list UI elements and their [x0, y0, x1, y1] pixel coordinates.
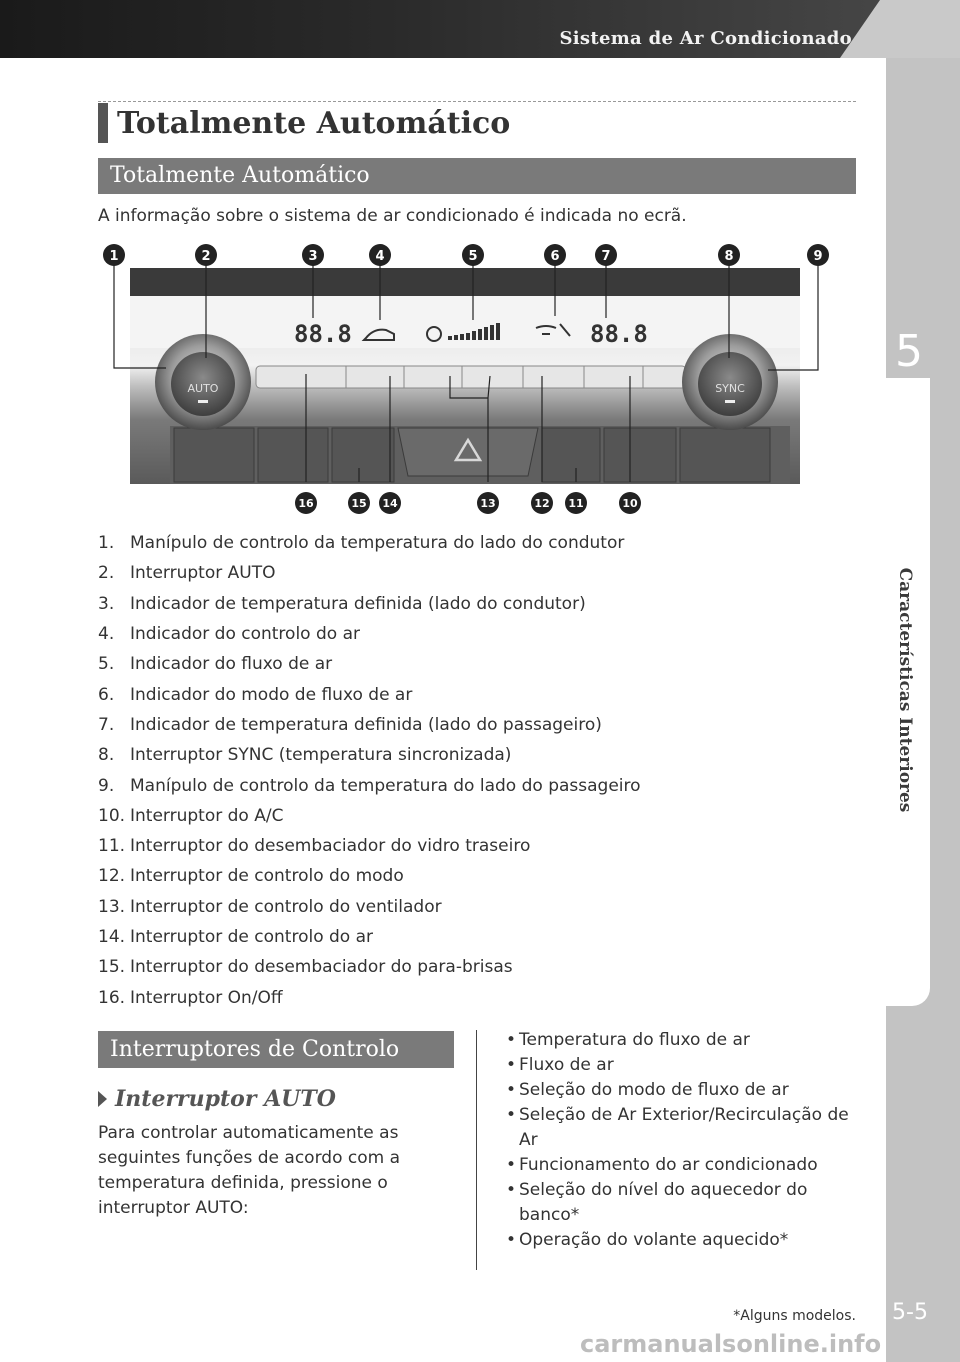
- footnote: *Alguns modelos.: [733, 1308, 856, 1324]
- right-knob-label: SYNC: [715, 382, 745, 395]
- list-item: • Seleção de Ar Exterior/Recirculação de Ar: [506, 1105, 849, 1150]
- list-item: • Seleção do modo de fluxo de ar: [506, 1080, 789, 1100]
- svg-text:13: 13: [480, 497, 496, 510]
- svg-text:1: 1: [109, 249, 119, 264]
- svg-text:4: 4: [375, 249, 385, 264]
- svg-text:8: 8: [724, 249, 734, 264]
- auto-functions-list: [506, 1028, 866, 1253]
- upper-button-row: [256, 366, 686, 388]
- callout-11: [565, 492, 587, 514]
- component-list: [98, 528, 858, 1013]
- left-knob-label: AUTO: [187, 382, 219, 395]
- list-item: • Fluxo de ar: [506, 1055, 614, 1075]
- section-subtitle: Totalmente Automático: [98, 158, 856, 194]
- display-area: [130, 296, 800, 348]
- svg-text:5: 5: [468, 249, 478, 264]
- list-item: 9. Manípulo de controlo da temperatura do lado do passageiro: [98, 775, 641, 796]
- header-slant: [840, 0, 960, 58]
- auto-switch-paragraph: Para controlar automaticamente as seguintes funções de acordo com a temperatura definida, pressione o interruptor AUTO:: [98, 1123, 400, 1218]
- callout-3: [302, 244, 324, 266]
- auto-switch-heading-text: Interruptor AUTO: [115, 1086, 336, 1112]
- svg-text:3: 3: [308, 249, 318, 264]
- callout-16: [295, 492, 317, 514]
- list-item: 10. Interruptor do A/C: [98, 805, 284, 826]
- list-item: 4. Indicador do controlo do ar: [98, 624, 360, 645]
- list-item: • Seleção do nível do aquecedor do banco*: [506, 1180, 808, 1225]
- callout-7: [595, 244, 617, 266]
- column-divider: [476, 1030, 477, 1270]
- svg-text:9: 9: [813, 249, 823, 264]
- list-item: 7. Indicador de temperatura definida (lado do passageiro): [98, 714, 602, 735]
- svg-text:2: 2: [201, 249, 211, 264]
- list-item: 6. Indicador do modo de fluxo de ar: [98, 684, 413, 705]
- callout-14: [379, 492, 401, 514]
- panel-top-edge: [130, 268, 800, 296]
- chapter-title: Características Interiores: [895, 567, 915, 813]
- list-item: 12. Interruptor de controlo do modo: [98, 866, 404, 887]
- list-item: • Operação do volante aquecido*: [506, 1230, 789, 1250]
- svg-text:7: 7: [601, 249, 611, 264]
- list-item: 8. Interruptor SYNC (temperatura sincronizada): [98, 745, 512, 766]
- svg-text:11: 11: [568, 497, 584, 510]
- title-bar: [98, 103, 108, 143]
- intro-text: A informação sobre o sistema de ar condicionado é indicada no ecrã.: [98, 206, 687, 226]
- right-temp-display: 88.8: [590, 320, 648, 348]
- left-temp-display: 88.8: [294, 320, 352, 348]
- auto-switch-heading: [98, 1086, 336, 1112]
- section-title: [98, 103, 510, 143]
- callout-2: [195, 244, 217, 266]
- callout-6: [544, 244, 566, 266]
- bullet-triangle-icon: [98, 1091, 107, 1107]
- chapter-number: 5: [895, 326, 923, 377]
- page-number: 5-5: [892, 1300, 928, 1325]
- list-item: 1. Manípulo de controlo da temperatura do lado do condutor: [98, 533, 625, 554]
- callout-13: [477, 492, 499, 514]
- callout-5: [462, 244, 484, 266]
- callout-10: [619, 492, 641, 514]
- svg-text:12: 12: [534, 497, 550, 510]
- svg-text:14: 14: [382, 497, 398, 510]
- list-item: 2. Interruptor AUTO: [98, 563, 276, 584]
- list-item: 14. Interruptor de controlo do ar: [98, 927, 374, 947]
- svg-text:6: 6: [550, 249, 560, 264]
- svg-text:15: 15: [351, 497, 367, 510]
- controls-heading: Interruptores de Controlo: [98, 1031, 454, 1068]
- list-item: 16. Interruptor On/Off: [98, 987, 283, 1008]
- callout-4: [369, 244, 391, 266]
- section-title-text: Totalmente Automático: [117, 105, 511, 141]
- callout-15: [348, 492, 370, 514]
- list-item: 5. Indicador do fluxo de ar: [98, 654, 333, 675]
- list-item: 3. Indicador de temperatura definida (lado do condutor): [98, 593, 586, 614]
- list-item: • Temperatura do fluxo de ar: [506, 1030, 750, 1050]
- watermark: carmanualsonline.info: [580, 1330, 882, 1358]
- list-item: 11. Interruptor do desembaciador do vidro traseiro: [98, 836, 531, 857]
- callout-1: [103, 244, 125, 266]
- list-item: 15. Interruptor do desembaciador do para-brisas: [98, 957, 513, 978]
- climate-panel-figure: [98, 240, 838, 520]
- callout-8: [718, 244, 740, 266]
- list-item: 13. Interruptor de controlo do ventilador: [98, 896, 442, 917]
- list-item: • Funcionamento do ar condicionado: [506, 1155, 818, 1175]
- climate-panel-illustration: [98, 240, 838, 520]
- callout-9: [807, 244, 829, 266]
- svg-text:10: 10: [622, 497, 638, 510]
- section-divider: [98, 101, 856, 102]
- svg-text:16: 16: [298, 497, 314, 510]
- callout-12: [531, 492, 553, 514]
- header-title: Sistema de Ar Condicionado: [559, 28, 852, 49]
